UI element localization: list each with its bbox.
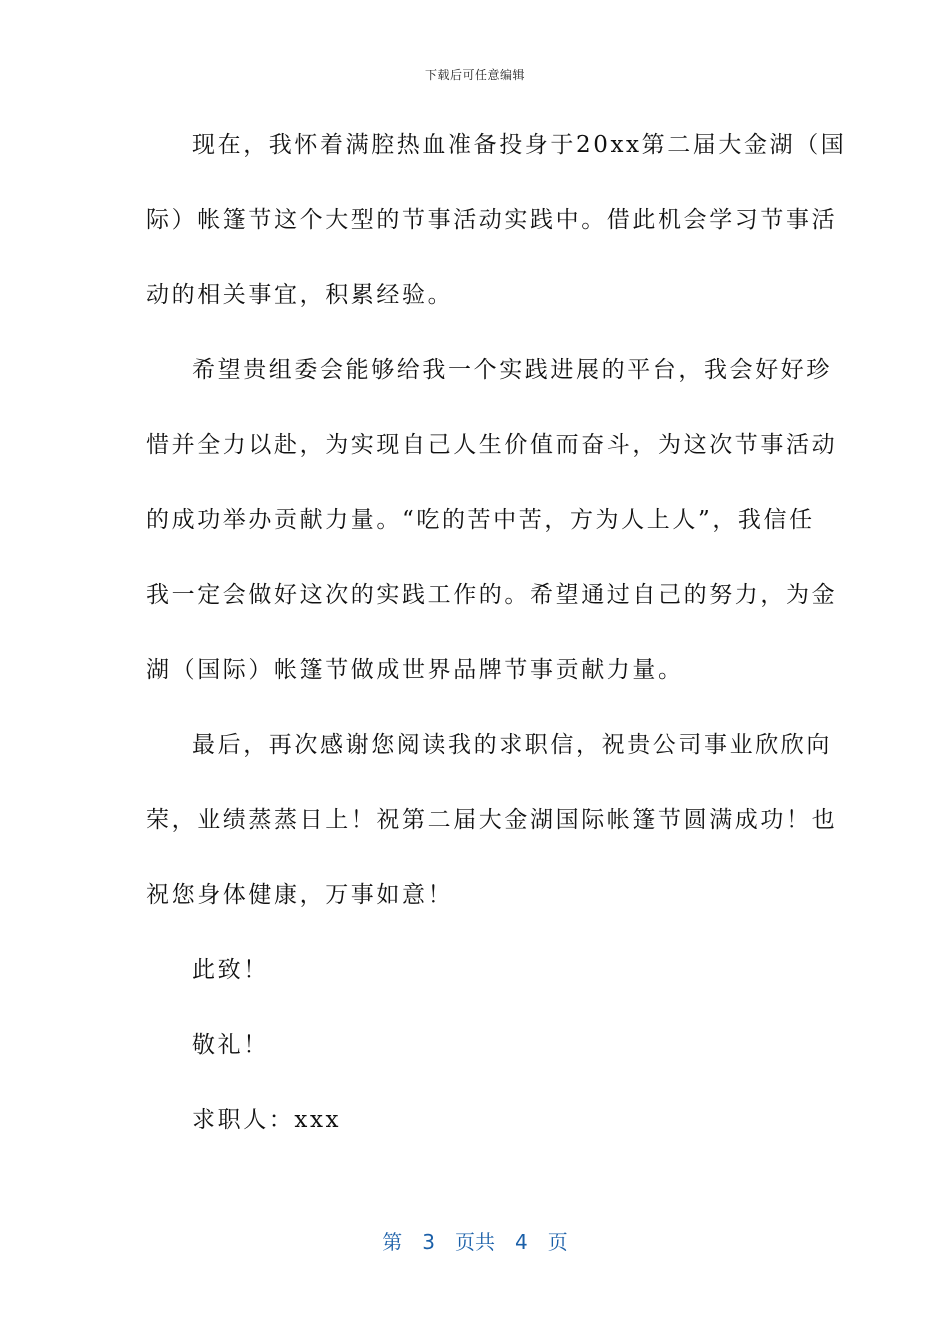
paragraph-3-line-2: 荣，业绩蒸蒸日上！祝第二届大金湖国际帐篷节圆满成功！也 [146,807,838,833]
header-note: 下载后可任意编辑 [424,68,525,82]
paragraph-2-line-2: 惜并全力以赴，为实现自己人生价值而奋斗，为这次节事活动 [146,432,838,458]
footer-prefix: 第 [382,1230,403,1254]
paragraph-3-line-3: 祝您身体健康，万事如意！ [146,882,454,908]
closing-salutation: 此致！ [192,957,269,983]
paragraph-2-line-3: 的成功举办贡献力量。“吃的苦中苦，方为人上人”，我信任 [146,507,815,533]
paragraph-3-line-1: 最后，再次感谢您阅读我的求职信，祝贵公司事业欣欣向 [192,732,832,758]
footer-middle: 页共 [455,1230,495,1254]
paragraph-2-line-4: 我一定会做好这次的实践工作的。希望通过自己的努力，为金 [146,582,838,608]
paragraph-1-line-3: 动的相关事宜，积累经验。 [146,282,454,308]
footer-total-pages: 4 [515,1230,528,1254]
document-body [146,122,847,1172]
footer-suffix: 页 [547,1230,568,1254]
paragraph-1-line-1: 现在，我怀着满腔热血准备投身于20xx第二届大金湖（国 [192,132,847,158]
paragraph-1-line-2: 际）帐篷节这个大型的节事活动实践中。借此机会学习节事活 [146,207,838,233]
page-footer [0,1226,950,1255]
closing-regards: 敬礼！ [192,1032,269,1058]
paragraph-2-line-5: 湖（国际）帐篷节做成世界品牌节事贡献力量。 [146,657,684,683]
signature: 求职人：xxx [192,1107,342,1133]
footer-current-page: 3 [422,1230,435,1254]
paragraph-2-line-1: 希望贵组委会能够给我一个实践进展的平台，我会好好珍 [192,357,832,383]
